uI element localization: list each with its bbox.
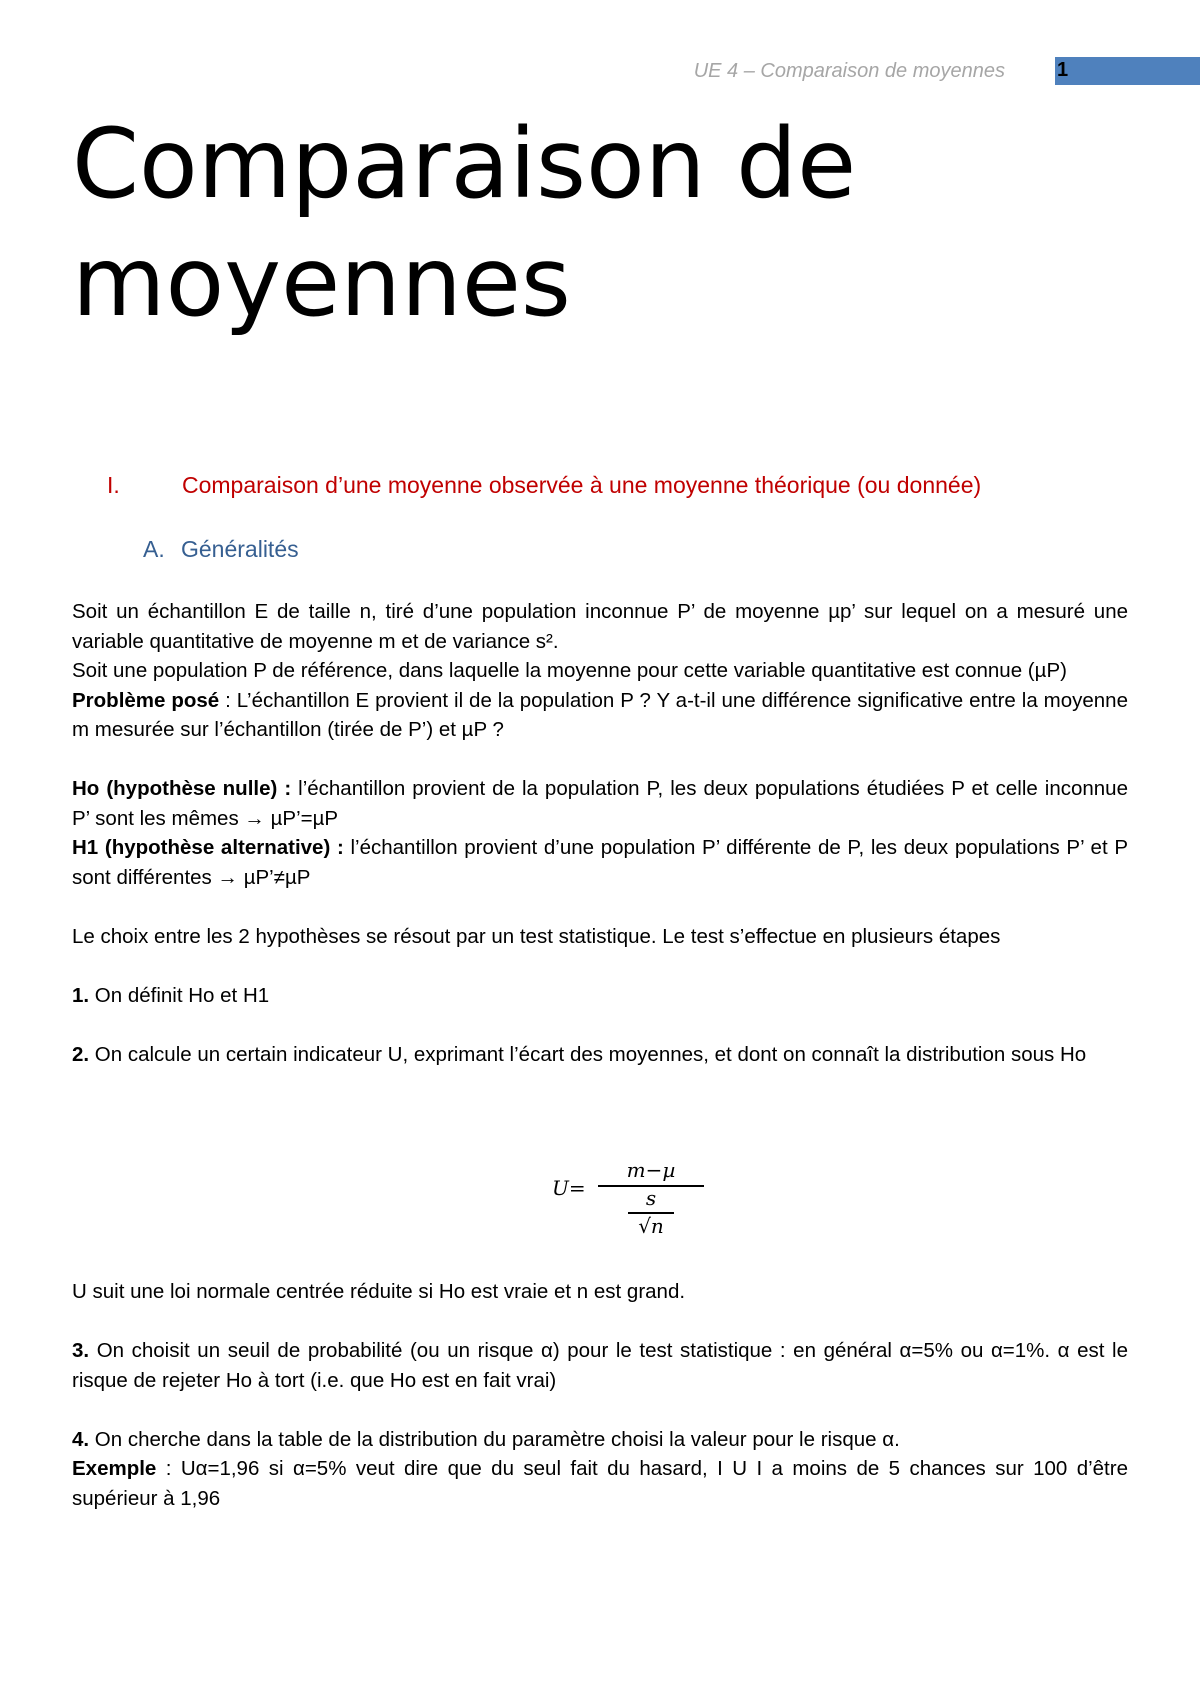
ho-text: l’échantillon provient de la population P, les deux populations étudiées P et celle inconnue P’ sont les mêmes → µP’=µP: [72, 777, 1128, 830]
body-text-bottom: [72, 1277, 1128, 1513]
paragraph-example: [72, 1454, 1128, 1513]
step-1-number: 1.: [72, 983, 90, 1007]
paragraph-problem: [72, 686, 1128, 745]
subsection-a-number: A.: [143, 536, 165, 562]
h1-text: l’échantillon provient d’une population P’ différente de P, les deux populations P’ et P sont différentes → µP’≠µP: [72, 836, 1128, 889]
paragraph-steps-intro: Le choix entre les 2 hypothèses se résout par un test statistique. Le test s’effectue en plusieurs étapes: [72, 924, 1001, 948]
ho-label: Ho (hypothèse nulle) :: [72, 777, 292, 800]
step-1-text: On définit Ho et H1: [89, 983, 270, 1007]
example-text: : Uα=1,96 si α=5% veut dire que du seul fait du hasard, I U I a moins de 5 chances sur 100 d’être supérieur à 1,96: [72, 1457, 1128, 1510]
formula-lhs: U=: [552, 1176, 586, 1200]
running-header-title: UE 4 – Comparaison de moyennes: [693, 60, 1005, 82]
paragraph-sample: Soit un échantillon E de taille n, tiré d’une population inconnue P’ de moyenne µp’ sur lequel on a mesuré une variable quantitative de moyenne m et de variance s².: [72, 600, 1128, 653]
step-3-text: On choisit un seuil de probabilité (ou un risque α) pour le test statistique : en général α=5% ou α=1%. α est le risque de rejeter Ho à tort (i.e. que Ho est en fait vrai): [72, 1339, 1128, 1392]
example-label: Exemple: [72, 1457, 157, 1480]
step-4-number: 4.: [72, 1427, 90, 1451]
body-text-top: [72, 597, 1128, 1069]
paragraph-h1: [72, 833, 1128, 892]
formula-denominator-s: s: [645, 1186, 657, 1210]
step-3-number: 3.: [72, 1339, 90, 1362]
paragraph-ho: [72, 774, 1128, 833]
h1-label: H1 (hypothèse alternative) :: [72, 836, 344, 859]
document-title: Comparaison de moyennes: [72, 108, 857, 338]
section-1-title: Comparaison d’une moyenne observée à une moyenne théorique (ou donnée): [182, 472, 982, 498]
paragraph-step-4: [72, 1425, 1128, 1455]
paragraph-step-2: [72, 1040, 1128, 1070]
paragraph-step-3: [72, 1336, 1128, 1395]
page-number-bar: [1055, 57, 1200, 85]
formula-denominator-sqrt-n: √n: [638, 1214, 664, 1238]
subsection-heading-a: [143, 536, 299, 563]
step-2-text: On calcule un certain indicateur U, exprimant l’écart des moyennes, et dont on connaît la distribution sous Ho: [89, 1042, 1087, 1066]
section-1-number: I.: [107, 472, 120, 498]
page-number: 1: [1057, 59, 1069, 81]
step-2-number: 2.: [72, 1042, 90, 1066]
paragraph-reference-population: Soit une population P de référence, dans laquelle la moyenne pour cette variable quantitative est connue (µP): [72, 659, 1067, 682]
problem-text: : L’échantillon E provient il de la population P ? Y a-t-il une différence significative entre la moyenne m mesurée sur l’échantillon (tirée de P’) et µP ?: [72, 688, 1128, 741]
paragraph-step-1: [72, 981, 1128, 1011]
subsection-a-title: Généralités: [181, 536, 299, 562]
paragraph-after-formula: U suit une loi normale centrée réduite si Ho est vraie et n est grand.: [72, 1280, 686, 1303]
section-heading-1: [107, 472, 981, 499]
formula-numerator: m−µ: [626, 1158, 676, 1182]
problem-label: Problème posé: [72, 688, 220, 712]
step-4-text: On cherche dans la table de la distribution du paramètre choisi la valeur pour le risque α.: [89, 1427, 900, 1451]
